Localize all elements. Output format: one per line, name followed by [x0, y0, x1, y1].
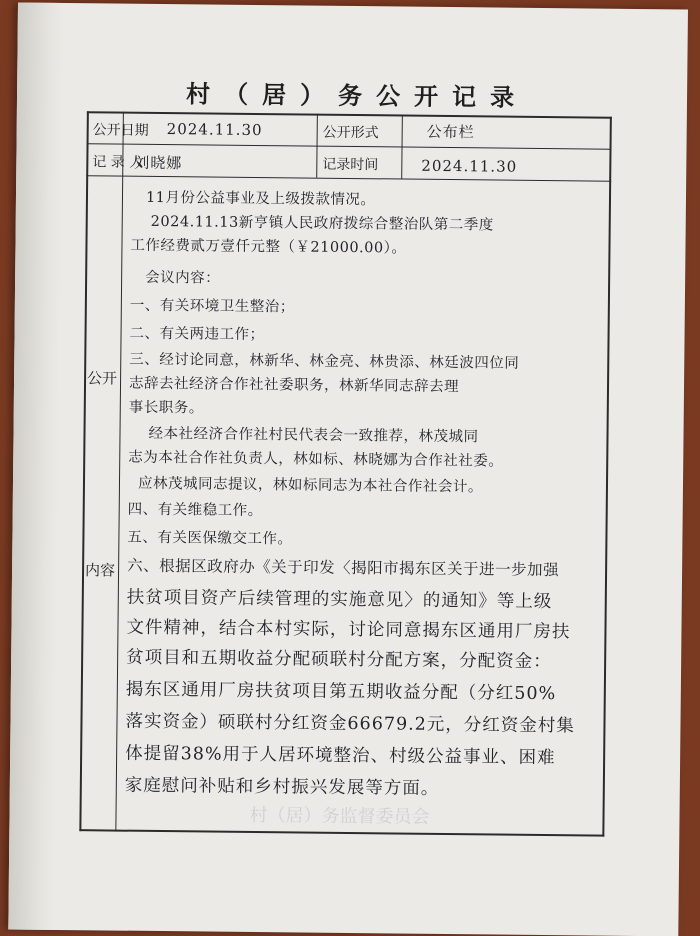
content-line: 一、有关环境卫生整治；	[129, 297, 295, 316]
content-line: 三、经讨论同意，林新华、林金亮、林贵添、林廷波四位同	[129, 351, 520, 372]
content-line: 2024.11.13新亨镇人民政府拨综合整治队第二季度	[150, 213, 494, 234]
content-line: 11月份公益事业及上级拨款情况。	[145, 189, 376, 209]
recorder-signature: 刘晓娜	[134, 153, 183, 173]
content-line: 二、有关两违工作；	[129, 325, 265, 344]
content-line: 六、根据区政府办《关于印发〈揭阳市揭东区关于进一步加强	[127, 556, 560, 580]
table-border-right	[602, 117, 612, 837]
content-line: 揭东区通用厂房扶贫项目第五期收益分配（分红50%	[125, 679, 557, 705]
content-line: 体提留38%用于人居环境整治、村级公益事业、困难	[125, 743, 556, 769]
content-line: 四、有关维稳工作。	[127, 501, 263, 520]
content-line: 经本社经济合作社村民代表会一致推荐，林茂城同	[148, 425, 479, 446]
content-line: 会议内容：	[145, 269, 221, 287]
recorder-label: 记 录 人	[92, 154, 144, 171]
record-time-value: 2024.11.30	[421, 156, 518, 176]
record-time-label: 记录时间	[322, 156, 379, 174]
content-line: 工作经费贰万壹仟元整（￥21000.00）。	[130, 237, 407, 257]
form-title: 村（居）务公开记录	[185, 79, 529, 112]
content-line: 贫项目和五期收益分配硕联村分配方案，分配资金：	[126, 647, 552, 673]
table-column-divider	[115, 112, 124, 832]
content-line: 事长职务。	[128, 399, 204, 417]
content-line: 扶贫项目资产后续管理的实施意见〉的通知》等上级	[126, 587, 553, 613]
content-line: 家庭慰问补贴和乡村振兴发展等方面。	[124, 775, 440, 799]
content-line: 落实资金）硕联村分红资金66679.2元，分红资金村集	[125, 711, 575, 737]
content-label-bottom: 内容	[84, 561, 116, 580]
date-label: 公开日期	[92, 122, 149, 139]
form-type-label: 公开形式	[322, 124, 379, 142]
table-border-left	[79, 111, 89, 831]
table-border-bottom	[79, 829, 604, 836]
content-label-top: 公开	[86, 369, 118, 388]
table-row-divider	[86, 175, 611, 181]
content-line: 文件精神，结合本村实际，讨论同意揭东区通用厂房扶	[126, 617, 571, 643]
content-line: 五、有关医保缴交工作。	[127, 529, 293, 548]
bleed-through-text: 村（居）务监督委员会	[249, 804, 430, 828]
table-border-top	[87, 111, 612, 118]
table-row-divider	[87, 143, 612, 149]
content-line: 应林茂城同志提议，林如标同志为本社合作社会计。	[137, 475, 484, 496]
date-value: 2024.11.30	[166, 120, 263, 140]
content-line: 志为本社合作社负责人，林如标、林晓娜为合作社社委。	[128, 449, 504, 470]
content-line: 志辞去社经济合作社社委职务，林新华同志辞去理	[128, 375, 460, 396]
document-page	[8, 2, 688, 936]
form-type-value: 公布栏	[426, 122, 475, 142]
